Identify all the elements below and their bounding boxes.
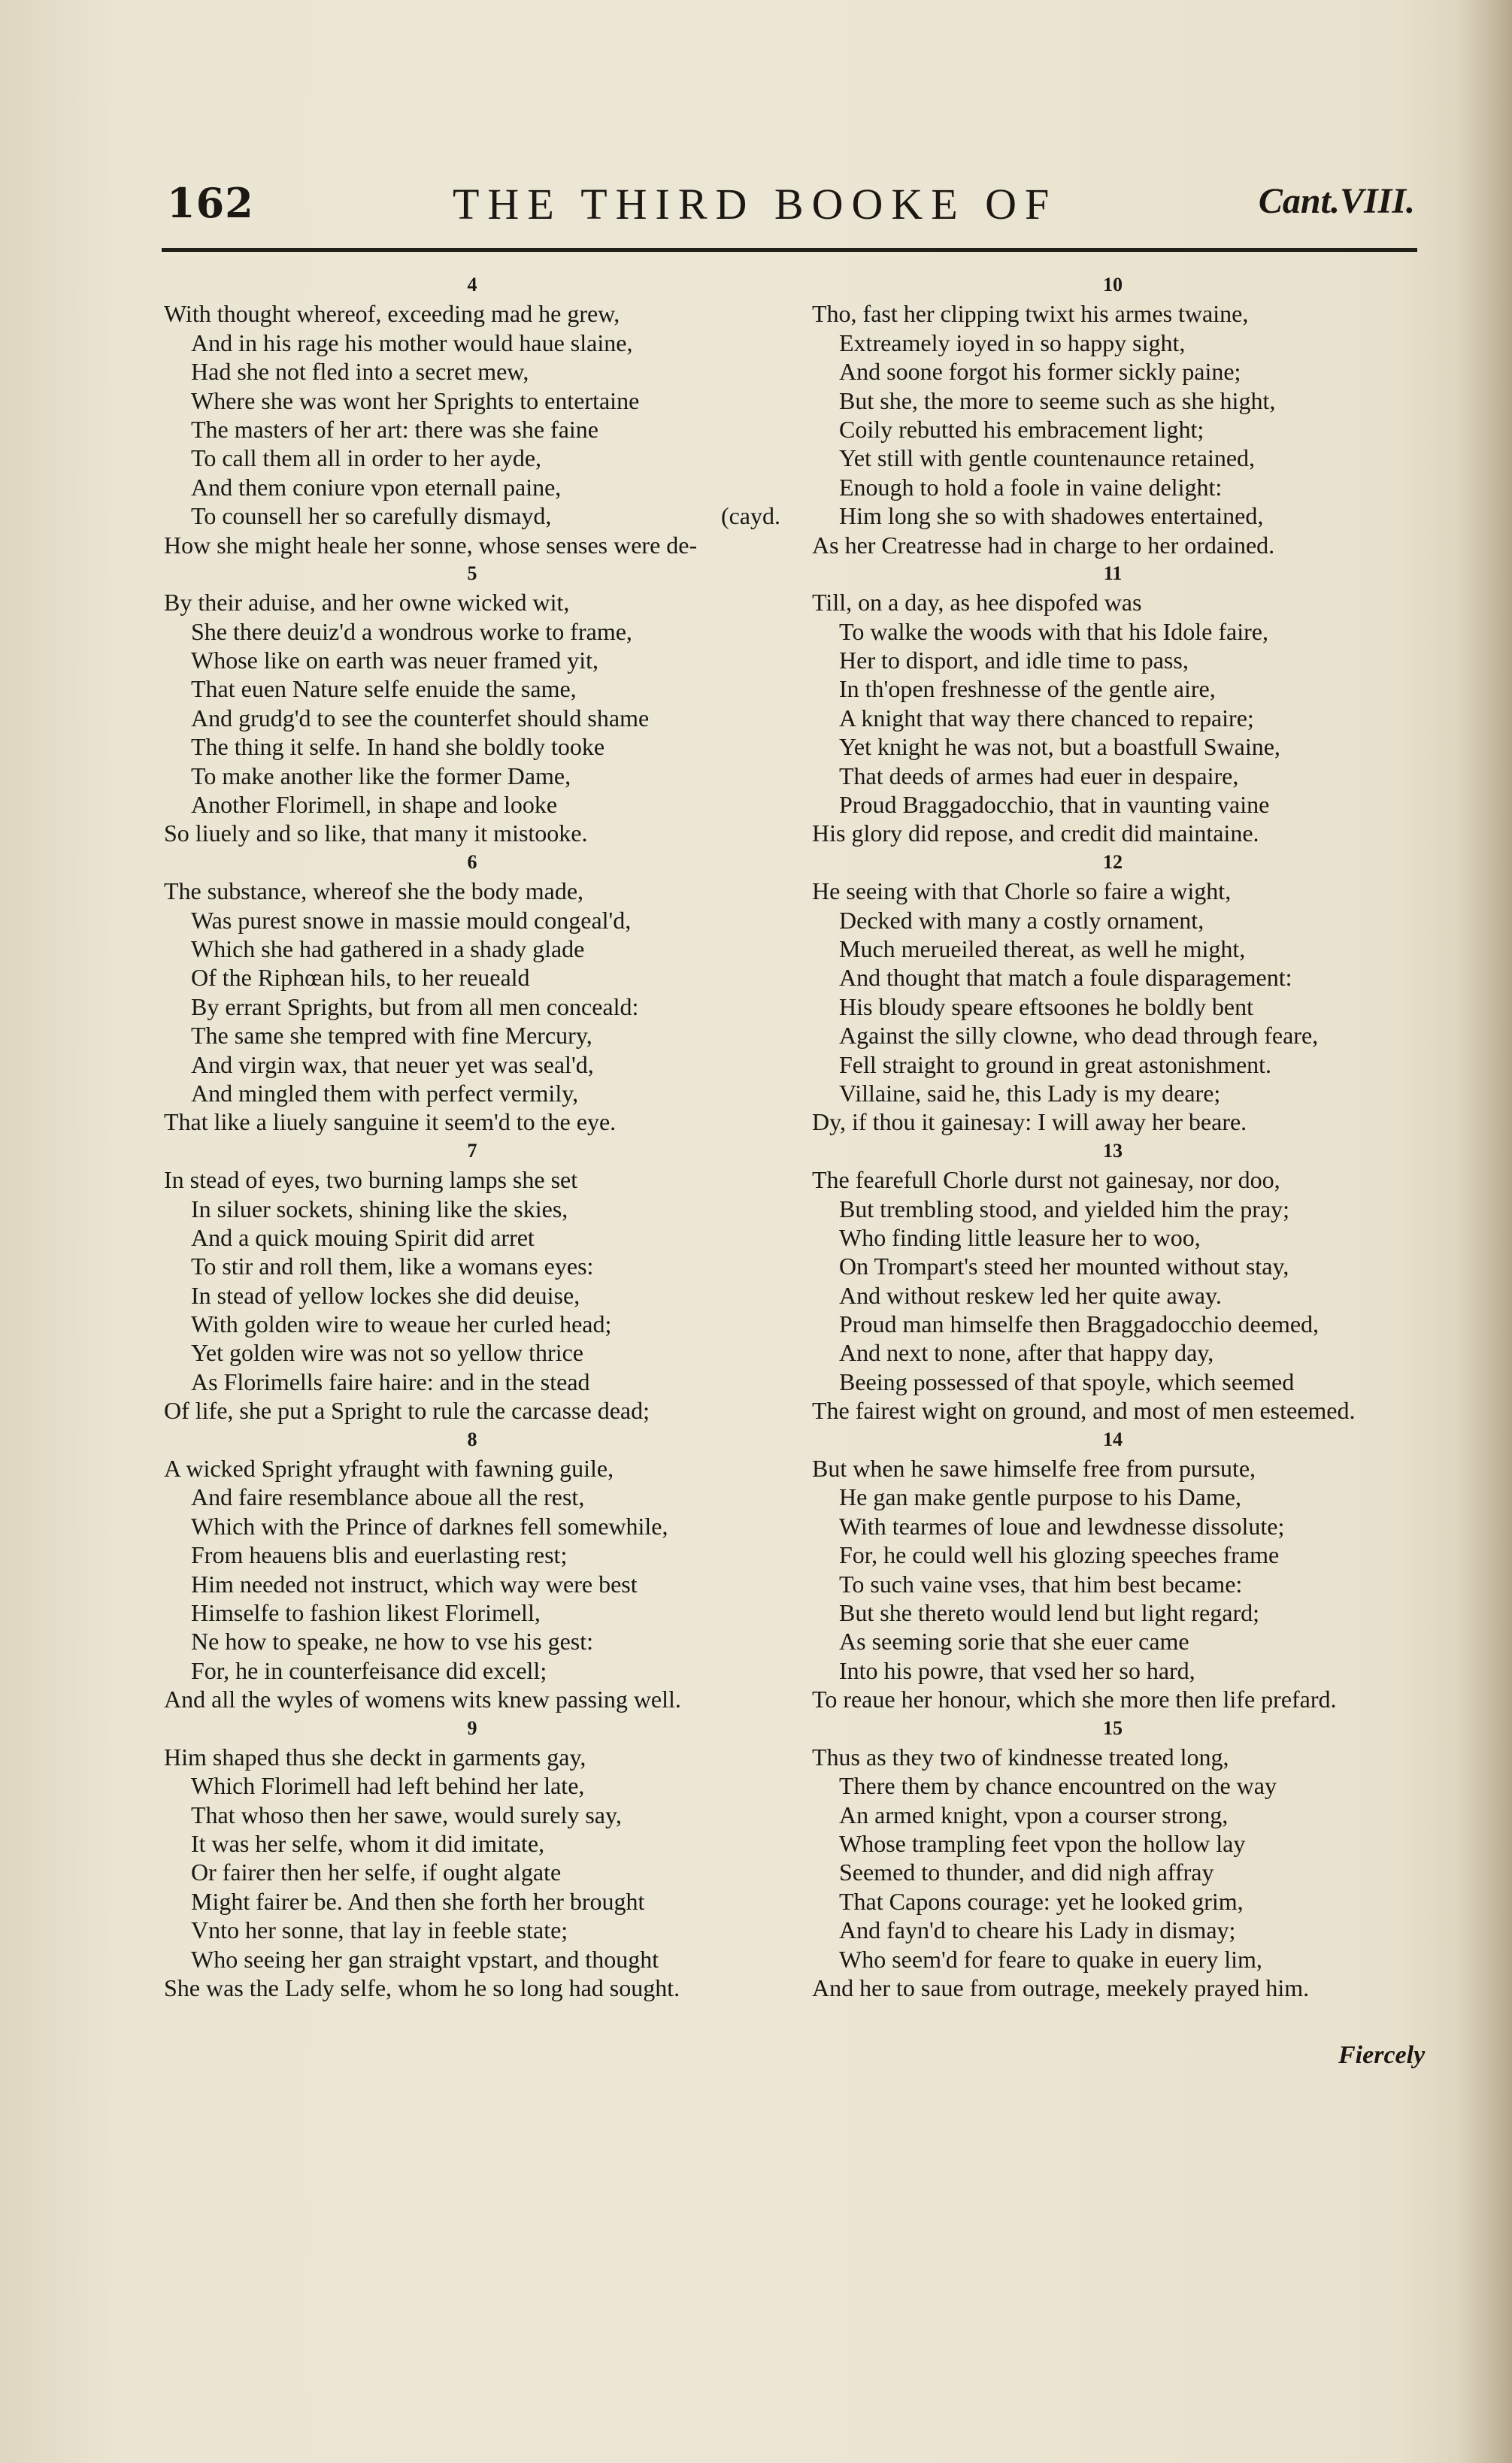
header-rule xyxy=(162,248,1417,252)
verse-line: And soone forgot his former sickly paine; xyxy=(839,358,1241,386)
stanza-number: 13 xyxy=(1103,1139,1123,1162)
verse-line: And fayn'd to cheare his Lady in dismay; xyxy=(839,1916,1236,1944)
stanza-number: 7 xyxy=(467,1139,477,1162)
verse-line: That Capons courage: yet he looked grim, xyxy=(839,1887,1244,1915)
turnover-word: (cayd. xyxy=(720,502,780,530)
verse-line: Enough to hold a foole in vaine delight: xyxy=(839,473,1223,501)
verse-line: A knight that way there chanced to repaire; xyxy=(839,704,1254,732)
verse-line: And all the wyles of womens wits knew passing well. xyxy=(164,1686,681,1713)
stanza-number: 12 xyxy=(1103,850,1123,873)
stanza xyxy=(812,1165,1414,1425)
verse-line: As Florimells faire haire: and in the stead xyxy=(191,1368,590,1395)
running-head xyxy=(167,179,1415,239)
verse-line: Another Florimell, in shape and looke xyxy=(191,791,558,819)
stanza xyxy=(812,588,1414,848)
verse-line: Proud man himselfe then Braggadocchio deemed, xyxy=(839,1310,1320,1338)
verse-line: She was the Lady selfe, whom he so long had sought. xyxy=(164,1974,680,2002)
stanza xyxy=(812,877,1414,1137)
verse-line: With thought whereof, exceeding mad he grew, xyxy=(164,300,620,328)
verse-line: And a quick mouing Spirit did arret xyxy=(191,1223,535,1251)
verse-line: Yet knight he was not, but a boastfull Swaine, xyxy=(839,733,1280,761)
left-column xyxy=(164,271,780,2002)
verse-line: That whoso then her sawe, would surely say, xyxy=(191,1801,622,1828)
verse-line: And without reskew led her quite away. xyxy=(839,1281,1222,1309)
verse-line: Who seeing her gan straight vpstart, and thought xyxy=(191,1945,659,1973)
verse-line: That like a liuely sanguine it seem'd to the eye. xyxy=(164,1108,617,1136)
verse-line: It was her selfe, whom it did imitate, xyxy=(191,1830,545,1858)
verse-line: An armed knight, vpon a courser strong, xyxy=(839,1801,1229,1828)
verse-line: And grudg'd to see the counterfet should shame xyxy=(191,704,650,732)
verse-line: His bloudy speare eftsoones he boldly bent xyxy=(839,992,1253,1020)
verse-line: As her Creatresse had in charge to her ordained. xyxy=(812,531,1275,559)
verse-line: He gan make gentle purpose to his Dame, xyxy=(839,1483,1241,1511)
verse-line: And them coniure vpon eternall paine, xyxy=(191,473,562,501)
verse-line: Whose like on earth was neuer framed yit, xyxy=(191,647,599,674)
stanza-number: 11 xyxy=(1103,562,1123,584)
verse-line: Proud Braggadocchio, that in vaunting vaine xyxy=(839,791,1270,819)
verse-line: Which with the Prince of darknes fell somewhile, xyxy=(191,1512,668,1540)
verse-line: Decked with many a costly ornament, xyxy=(839,906,1204,934)
verse-line: To stir and roll them, like a womans eyes: xyxy=(191,1253,594,1280)
verse-line: Which she had gathered in a shady glade xyxy=(191,935,585,962)
verse-line: So liuely and so like, that many it mistooke. xyxy=(164,819,588,847)
verse-line: From heauens blis and euerlasting rest; xyxy=(191,1541,568,1569)
verse-line: Himselfe to fashion likest Florimell, xyxy=(191,1598,541,1626)
verse-line: Extreamely ioyed in so happy sight, xyxy=(839,329,1186,356)
verse-line: But trembling stood, and yielded him the pray; xyxy=(839,1195,1290,1222)
verse-line: Who seem'd for feare to quake in euery lim, xyxy=(839,1945,1262,1973)
verse-line: Vnto her sonne, that lay in feeble state; xyxy=(191,1916,568,1944)
verse-line: But when he sawe himselfe free from pursute, xyxy=(812,1455,1256,1483)
stanza-number: 15 xyxy=(1103,1716,1123,1739)
stanza xyxy=(164,588,780,848)
page-edge-shadow xyxy=(1459,0,1512,2463)
verse-line: He seeing with that Chorle so faire a wight, xyxy=(812,877,1232,905)
stanza xyxy=(164,1165,780,1425)
stanza-number: 9 xyxy=(467,1716,477,1739)
verse-line: In stead of eyes, two burning lamps she set xyxy=(164,1166,578,1194)
verse-line: Had she not fled into a secret mew, xyxy=(191,358,529,386)
verse-line: To counsell her so carefully dismayd, xyxy=(191,502,552,530)
verse-line: In siluer sockets, shining like the skies, xyxy=(191,1195,568,1222)
verse-line: Him long she so with shadowes entertained, xyxy=(839,502,1264,530)
verse-line: To call them all in order to her ayde, xyxy=(191,444,542,472)
verse-line: To make another like the former Dame, xyxy=(191,762,571,789)
stanza-number: 8 xyxy=(467,1428,477,1450)
canto-label: Cant.VIII. xyxy=(1258,181,1415,221)
verse-line: Or fairer then her selfe, if ought algate xyxy=(191,1859,562,1886)
stanza xyxy=(164,299,780,559)
stanza-number: 5 xyxy=(467,562,477,584)
verse-line: And mingled them with perfect vermily, xyxy=(191,1079,579,1107)
verse-line: With golden wire to weaue her curled head; xyxy=(191,1310,612,1338)
verse-line: Coily rebutted his embracement light; xyxy=(839,415,1204,443)
verse-line: In stead of yellow lockes she did deuise, xyxy=(191,1281,580,1309)
verse-line: Of the Riphœan hils, to her reueald xyxy=(191,964,530,992)
verse-line: But she, the more to seeme such as she hight, xyxy=(839,386,1276,414)
verse-line: Yet golden wire was not so yellow thrice xyxy=(191,1339,583,1367)
catchword: Fiercely xyxy=(1338,2041,1426,2069)
verse-line: For, he in counterfeisance did excell; xyxy=(191,1656,547,1684)
verse-line: By their aduise, and her owne wicked wit, xyxy=(164,589,570,617)
verse-line: Dy, if thou it gainesay: I will away her beare. xyxy=(812,1108,1247,1136)
verse-line: A wicked Spright yfraught with fawning guile, xyxy=(164,1455,614,1483)
verse-line: That euen Nature selfe enuide the same, xyxy=(191,675,577,703)
verse-line: To reaue her honour, which she more then life prefard. xyxy=(812,1686,1337,1713)
verse-line: Beeing possessed of that spoyle, which seemed xyxy=(839,1368,1295,1395)
verse-line: Villaine, said he, this Lady is my deare; xyxy=(839,1079,1221,1107)
stanza xyxy=(812,1454,1414,1714)
verse-line: Much merueiled thereat, as well he might, xyxy=(839,935,1246,962)
stanza xyxy=(164,1743,780,2003)
verse-line: Ne how to speake, ne how to vse his gest: xyxy=(191,1628,594,1656)
verse-line: In th'open freshnesse of the gentle aire, xyxy=(839,675,1216,703)
verse-line: And virgin wax, that neuer yet was seal'd, xyxy=(191,1050,594,1078)
verse-line: To such vaine vses, that him best became: xyxy=(839,1570,1243,1598)
verse-line: Her to disport, and idle time to pass, xyxy=(839,647,1189,674)
verse-line: And thought that match a foule disparagement: xyxy=(839,964,1292,992)
verse-line: Into his powre, that vsed her so hard, xyxy=(839,1656,1195,1684)
verse-line: For, he could well his glozing speeches frame xyxy=(839,1541,1280,1569)
stanza-number: 14 xyxy=(1103,1428,1123,1450)
verse-line: Of life, she put a Spright to rule the carcasse dead; xyxy=(164,1397,650,1425)
verse-line: Which Florimell had left behind her late, xyxy=(191,1772,585,1800)
verse-line: She there deuiz'd a wondrous worke to frame, xyxy=(191,617,632,645)
book-title: THE THIRD BOOKE OF xyxy=(453,180,1058,229)
verse-line: Fell straight to ground in great astonishment. xyxy=(839,1050,1272,1078)
verse-line: Was purest snowe in massie mould congeal'd, xyxy=(191,906,632,934)
verse-line: And in his rage his mother would haue slaine, xyxy=(191,329,633,356)
verse-line: Who finding little leasure her to woo, xyxy=(839,1223,1201,1251)
verse-line: Till, on a day, as hee dispofed was xyxy=(812,589,1142,617)
stanza-number: 10 xyxy=(1103,274,1123,295)
verse-line: His glory did repose, and credit did maintaine. xyxy=(812,819,1259,847)
verse-line: The substance, whereof she the body made, xyxy=(164,877,584,905)
verse-line: On Trompart's steed her mounted without stay, xyxy=(839,1253,1289,1280)
stanza xyxy=(812,299,1414,559)
verse-line: Where she was wont her Sprights to entertaine xyxy=(191,386,640,414)
verse-line: By errant Sprights, but from all men conceald: xyxy=(191,992,639,1020)
verse-line: And next to none, after that happy day, xyxy=(839,1339,1214,1367)
verse-line: The same she tempred with fine Mercury, xyxy=(191,1022,592,1050)
verse-line: Whose trampling feet vpon the hollow lay xyxy=(839,1830,1246,1858)
stanza-number: 6 xyxy=(467,850,477,873)
verse-line: With tearmes of loue and lewdnesse dissolute; xyxy=(839,1512,1285,1540)
verse-line: The fearefull Chorle durst not gainesay, nor doo, xyxy=(812,1166,1280,1194)
verse-line: Him shaped thus she deckt in garments gay, xyxy=(164,1743,586,1771)
verse-line: Seemed to thunder, and did nigh affray xyxy=(839,1859,1214,1886)
verse-line: The thing it selfe. In hand she boldly tooke xyxy=(191,733,605,761)
stanza xyxy=(164,1454,780,1714)
verse-line: Thus as they two of kindnesse treated long, xyxy=(812,1743,1229,1771)
page-number: 162 xyxy=(167,179,254,227)
verse-line: But she thereto would lend but light regard; xyxy=(839,1598,1259,1626)
verse-line: There them by chance encountred on the way xyxy=(839,1772,1277,1800)
verse-line: That deeds of armes had euer in despaire, xyxy=(839,762,1239,789)
verse-line: To walke the woods with that his Idole faire, xyxy=(839,617,1268,645)
stanza-number: 4 xyxy=(467,274,477,295)
verse-line: How she might heale her sonne, whose senses were de- xyxy=(164,531,698,559)
verse-line: Against the silly clowne, who dead through feare, xyxy=(839,1022,1319,1050)
right-column xyxy=(812,271,1414,2002)
stanza xyxy=(164,877,780,1137)
verse-line: Tho, fast her clipping twixt his armes twaine, xyxy=(812,300,1249,328)
verse-line: Might fairer be. And then she forth her brought xyxy=(191,1887,645,1915)
verse-line: Him needed not instruct, which way were best xyxy=(191,1570,638,1598)
stanza xyxy=(812,1743,1414,2003)
verse-line: As seeming sorie that she euer came xyxy=(839,1628,1189,1656)
verse-line: And faire resemblance aboue all the rest, xyxy=(191,1483,585,1511)
verse-line: The masters of her art: there was she faine xyxy=(191,415,598,443)
verse-line: The fairest wight on ground, and most of men esteemed. xyxy=(812,1397,1356,1425)
verse-line: And her to saue from outrage, meekely prayed him. xyxy=(812,1974,1310,2002)
verse-line: Yet still with gentle countenaunce retained, xyxy=(839,444,1256,472)
